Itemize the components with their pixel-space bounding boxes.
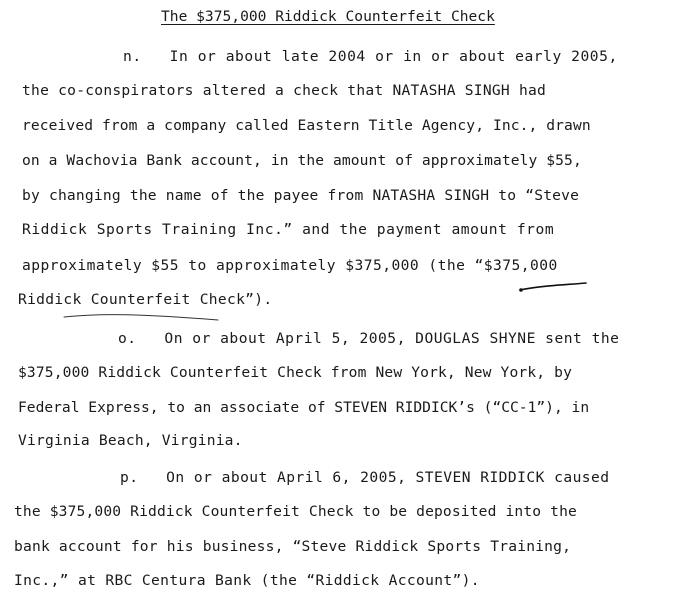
paragraph-line: the co-conspirators altered a check that NATASHA SINGH had [22, 82, 547, 99]
paragraph-line: by changing the name of the payee from NATASHA SINGH to “Steve [22, 187, 580, 204]
paragraph-line: o. On or about April 5, 2005, DOUGLAS SHYNE sent the [118, 330, 620, 347]
paragraph-line: $375,000 Riddick Counterfeit Check from New York, New York, by [18, 364, 573, 381]
paragraph-line: on a Wachovia Bank account, in the amount of approximately $55, [22, 152, 582, 169]
paragraph-line: Riddick Sports Training Inc.” and the payment amount from [22, 221, 555, 238]
paragraph-line: the $375,000 Riddick Counterfeit Check to be deposited into the [14, 503, 577, 520]
paragraph-line: approximately $55 to approximately $375,000 (the “$375,000 [22, 257, 558, 274]
pen-underline-mark [518, 280, 590, 294]
paragraph-line: Federal Express, to an associate of STEVEN RIDDICK’s (“CC-1”), in [18, 399, 590, 416]
section-title: The $375,000 Riddick Counterfeit Check [161, 8, 495, 25]
paragraph-line: p. On or about April 6, 2005, STEVEN RIDDICK caused [120, 469, 610, 486]
paragraph-line: bank account for his business, “Steve Riddick Sports Training, [14, 538, 572, 555]
paragraph-line: received from a company called Eastern Title Agency, Inc., drawn [22, 117, 591, 134]
paragraph-line: Inc.,” at RBC Centura Bank (the “Riddick Account”). [14, 572, 480, 589]
paragraph-line: Riddick Counterfeit Check”). [18, 291, 273, 308]
paragraph-line: Virginia Beach, Virginia. [18, 432, 243, 449]
pen-stroke-mark [62, 312, 222, 322]
paragraph-line: n. In or about late 2004 or in or about early 2005, [123, 48, 618, 65]
